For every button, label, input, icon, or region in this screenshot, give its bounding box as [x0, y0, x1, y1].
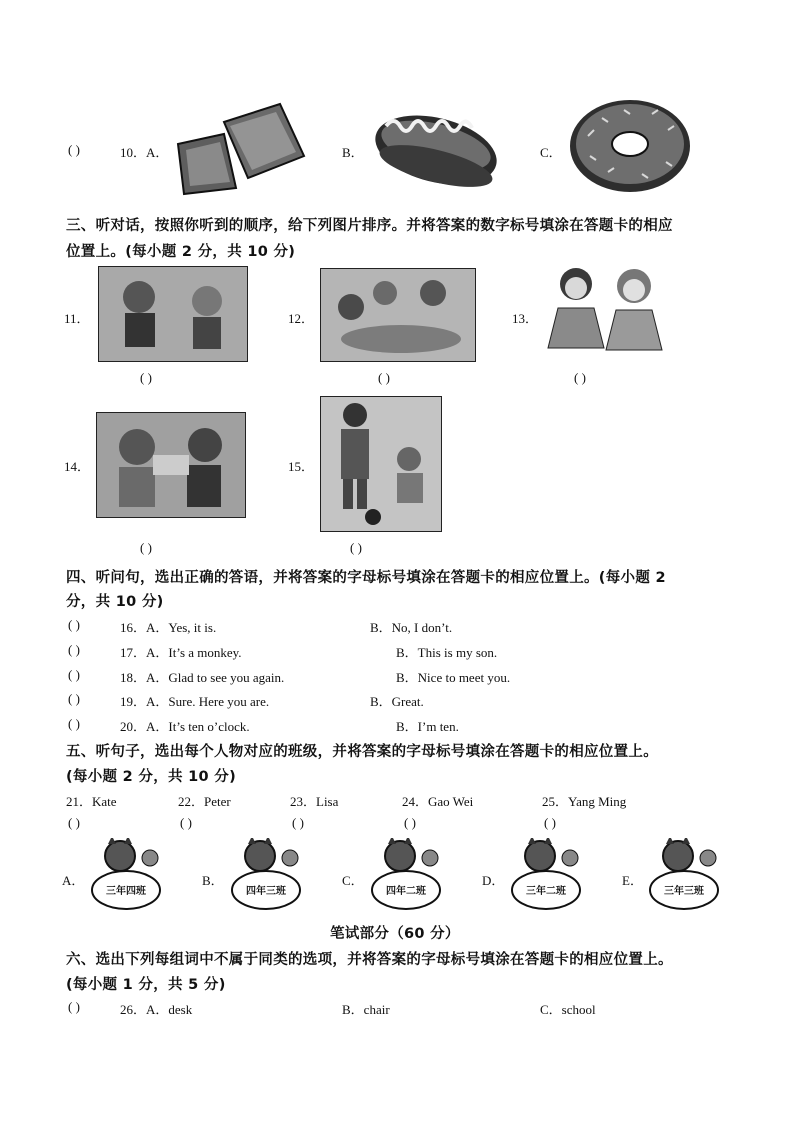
- q24-answer-paren: ( ): [404, 815, 416, 830]
- q16-option-b: B．No, I don’t.: [370, 620, 453, 635]
- q17-option-b: B．This is my son.: [396, 645, 498, 660]
- section6-heading-line2: (每小题 1 分，共 5 分): [66, 977, 226, 993]
- q11-picture: [98, 266, 248, 362]
- written-part-title: 笔试部分（60 分）: [330, 926, 460, 942]
- q16-answer-paren: ( ): [68, 617, 80, 632]
- q10-option-c-label: C．: [540, 145, 562, 160]
- q25-answer-paren: ( ): [544, 815, 556, 830]
- q23-answer-paren: ( ): [292, 815, 304, 830]
- q10-option-a-label: 10．A．: [120, 145, 169, 160]
- q20-option-b: B．I’m ten.: [396, 719, 459, 734]
- section3-heading-line1: 三、听对话，按照你听到的顺序，给下列图片排序。并将答案的数字标号填涂在答题卡的相应: [66, 218, 673, 234]
- q19-option-a: 19．A．Sure. Here you are.: [120, 694, 270, 709]
- q14-answer-paren: ( ): [140, 540, 152, 555]
- q21-answer-paren: ( ): [68, 815, 80, 830]
- q14-label: 14．: [64, 459, 91, 474]
- q13-answer-paren: ( ): [574, 370, 586, 385]
- q13-label: 13．: [512, 311, 539, 326]
- q20-answer-paren: ( ): [68, 716, 80, 731]
- class-badge-a-cat-icon: [90, 838, 162, 912]
- q26-option-c: C．school: [540, 1002, 596, 1017]
- class-badge-b-label: 四年三班: [246, 886, 286, 897]
- q11-label: 11．: [64, 311, 90, 326]
- q25-name: 25．Yang Ming: [542, 794, 627, 809]
- q26-option-b: B．chair: [342, 1002, 390, 1017]
- section5-heading-line2: (每小题 2 分，共 10 分): [66, 769, 237, 785]
- q11-answer-paren: ( ): [140, 370, 152, 385]
- q19-answer-paren: ( ): [68, 691, 80, 706]
- class-badge-a-label: 三年四班: [106, 886, 146, 897]
- q26-answer-paren: ( ): [68, 999, 80, 1014]
- q15-answer-paren: ( ): [350, 540, 362, 555]
- class-badge-c-label: 四年二班: [386, 886, 426, 897]
- q12-picture: [320, 268, 476, 362]
- q10-answer-paren: ( ): [68, 142, 80, 157]
- section6-heading-line1: 六、选出下列每组词中不属于同类的选项，并将答案的字母标号填涂在答题卡的相应位置上。: [66, 952, 673, 968]
- class-badge-e-cat-icon: [648, 838, 720, 912]
- class-badge-c-cat-icon: [370, 838, 442, 912]
- q22-answer-paren: ( ): [180, 815, 192, 830]
- section4-heading-line1: 四、听问句，选出正确的答语，并将答案的字母标号填涂在答题卡的相应位置上。(每小题 2: [66, 570, 666, 586]
- q12-label: 12．: [288, 311, 315, 326]
- class-badge-d-label: 三年二班: [526, 886, 566, 897]
- section5-heading-line1: 五、听句子，选出每个人物对应的班级，并将答案的字母标号填涂在答题卡的相应位置上。: [66, 744, 658, 760]
- q13-picture: [544, 264, 666, 362]
- hot-dog-image: [370, 104, 500, 190]
- q24-name: 24．Gao Wei: [402, 794, 474, 809]
- q16-option-a: 16．A．Yes, it is.: [120, 620, 217, 635]
- q26-option-a: 26．A．desk: [120, 1002, 193, 1017]
- q15-picture: [320, 396, 442, 532]
- class-option-e-letter: E．: [622, 873, 643, 888]
- q23-name: 23．Lisa: [290, 794, 339, 809]
- q18-option-b: B．Nice to meet you.: [396, 670, 511, 685]
- q17-option-a: 17．A．It’s a monkey.: [120, 645, 242, 660]
- q10-option-b-label: B．: [342, 145, 364, 160]
- class-option-a-letter: A．: [62, 873, 85, 888]
- q19-option-b: B．Great.: [370, 694, 424, 709]
- section4-heading-line2: 分，共 10 分): [66, 594, 164, 610]
- q18-answer-paren: ( ): [68, 667, 80, 682]
- section3-heading-line2: 位置上。(每小题 2 分，共 10 分): [66, 244, 296, 260]
- class-option-b-letter: B．: [202, 873, 224, 888]
- class-badge-b-cat-icon: [230, 838, 302, 912]
- class-option-c-letter: C．: [342, 873, 364, 888]
- q21-name: 21．Kate: [66, 794, 117, 809]
- class-badge-e-label: 三年三班: [664, 886, 704, 897]
- q18-option-a: 18．A．Glad to see you again.: [120, 670, 285, 685]
- q15-label: 15．: [288, 459, 315, 474]
- q14-picture: [96, 412, 246, 518]
- donut-image: [568, 96, 692, 194]
- class-badge-d-cat-icon: [510, 838, 582, 912]
- q12-answer-paren: ( ): [378, 370, 390, 385]
- bread-slices-image: [172, 100, 306, 196]
- q17-answer-paren: ( ): [68, 642, 80, 657]
- class-option-d-letter: D．: [482, 873, 505, 888]
- q20-option-a: 20．A．It’s ten o’clock.: [120, 719, 250, 734]
- q22-name: 22．Peter: [178, 794, 231, 809]
